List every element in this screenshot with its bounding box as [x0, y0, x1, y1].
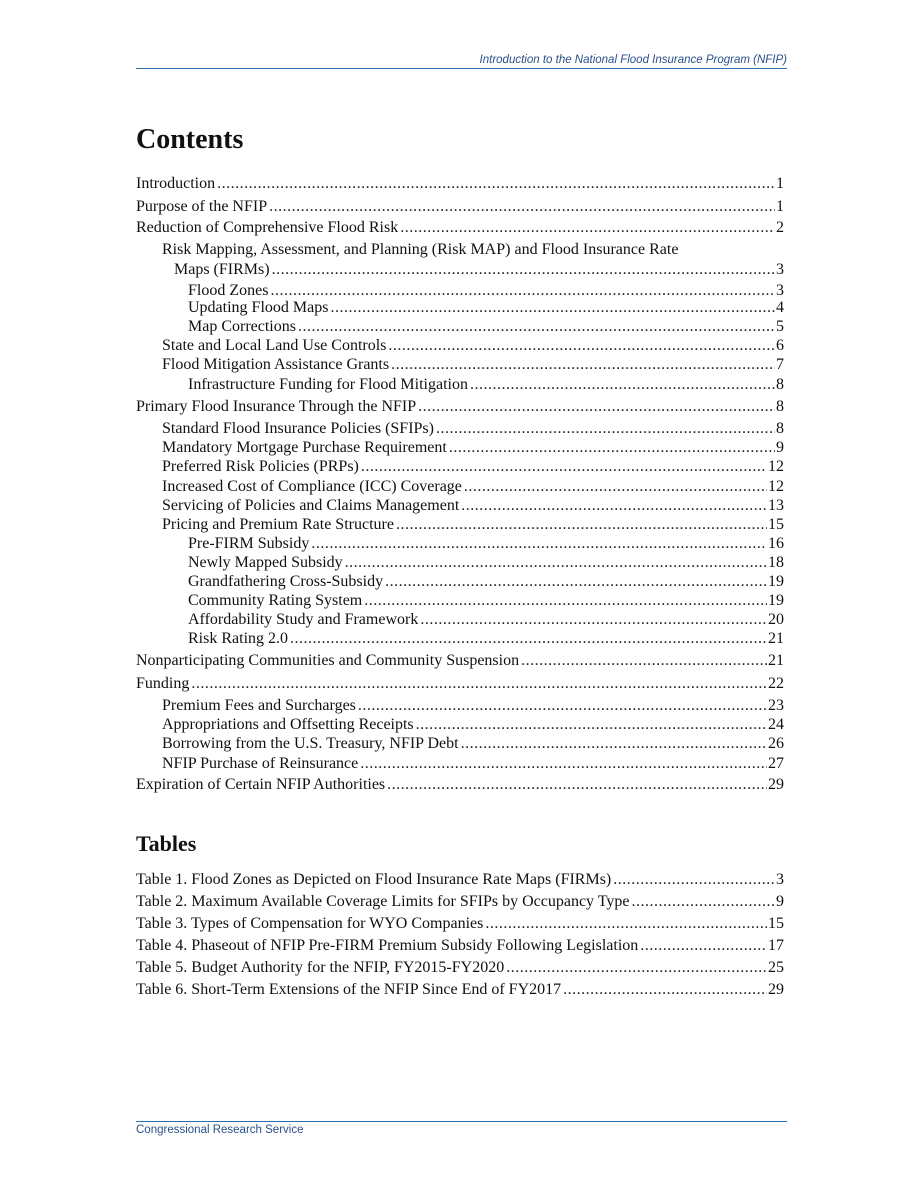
dot-leader: [436, 420, 775, 438]
toc-entry-title: NFIP Purchase of Reinsurance: [162, 755, 359, 772]
dot-leader: [387, 776, 767, 794]
toc-entry-page-number: 9: [776, 439, 784, 456]
toc-entry[interactable]: [162, 420, 784, 438]
dot-leader: [418, 398, 775, 416]
toc-entry-title: Standard Flood Insurance Policies (SFIPs): [162, 420, 434, 437]
toc-entry-page-number: 19: [768, 573, 784, 590]
dot-leader: [385, 573, 767, 591]
dot-leader: [360, 755, 767, 773]
toc-entry-title: Appropriations and Offsetting Receipts: [162, 716, 414, 733]
toc-entry[interactable]: [188, 282, 784, 300]
toc-entry-title: Grandfathering Cross-Subsidy: [188, 573, 384, 590]
toc-entry-page-number: 3: [776, 282, 784, 299]
toc-entry[interactable]: [162, 497, 784, 515]
dot-leader: [461, 735, 767, 753]
toc-entry-page-number: 20: [768, 611, 784, 628]
dot-leader: [461, 497, 767, 515]
toc-entry-title: Community Rating System: [188, 592, 363, 609]
dot-leader: [311, 535, 767, 553]
toc-entry-page-number: 8: [776, 398, 784, 415]
dot-leader: [613, 871, 775, 889]
toc-entry[interactable]: [188, 630, 784, 648]
table-list-entry-title: Table 2. Maximum Available Coverage Limits for SFIPs by Occupancy Type: [136, 893, 630, 910]
dot-leader: [485, 915, 767, 933]
toc-entry[interactable]: [162, 716, 784, 734]
toc-entry-title: Expiration of Certain NFIP Authorities: [136, 776, 386, 793]
table-list-entry-title: Table 1. Flood Zones as Depicted on Flood Insurance Rate Maps (FIRMs): [136, 871, 612, 888]
toc-entry[interactable]: [136, 675, 784, 693]
toc-entry[interactable]: [188, 535, 784, 553]
tables-heading: Tables: [136, 831, 197, 856]
dot-leader: [361, 458, 767, 476]
toc-entry[interactable]: [136, 652, 784, 670]
toc-entry[interactable]: [188, 376, 784, 394]
dot-leader: [640, 937, 767, 955]
toc-entry-page-number: 8: [776, 376, 784, 393]
toc-entry-page-number: 2: [776, 219, 784, 236]
dot-leader: [345, 554, 767, 572]
table-list-entry-title: Table 5. Budget Authority for the NFIP, FY2015-FY2020: [136, 959, 505, 976]
toc-entry-title: Pricing and Premium Rate Structure: [162, 516, 394, 533]
toc-entry-title: Premium Fees and Surcharges: [162, 697, 356, 714]
toc-entry-title: Mandatory Mortgage Purchase Requirement: [162, 439, 447, 456]
table-list-entry-page-number: 15: [768, 915, 784, 932]
toc-entry-title: Funding: [136, 675, 190, 692]
toc-entry-page-number: 24: [768, 716, 784, 733]
toc-entry[interactable]: [136, 398, 784, 416]
toc-entry-page-number: 13: [768, 497, 784, 514]
toc-entry-title: Borrowing from the U.S. Treasury, NFIP Debt: [162, 735, 459, 752]
toc-entry-page-number: 29: [768, 776, 784, 793]
dot-leader: [388, 337, 775, 355]
dot-leader: [470, 376, 775, 394]
dot-leader: [464, 478, 767, 496]
dot-leader: [217, 175, 775, 193]
toc-entry-title: Risk Rating 2.0: [188, 630, 289, 647]
dot-leader: [270, 282, 775, 300]
dot-leader: [449, 439, 775, 457]
table-list-entry-title: Table 3. Types of Compensation for WYO Companies: [136, 915, 484, 932]
toc-entry-page-number: 22: [768, 675, 784, 692]
toc-entry-page-number: 1: [776, 175, 784, 192]
dot-leader: [416, 716, 767, 734]
dot-leader: [191, 675, 767, 693]
toc-entry-page-number: 6: [776, 337, 784, 354]
toc-entry[interactable]: [188, 573, 784, 591]
toc-entry-page-number: 1: [776, 198, 784, 215]
toc-entry[interactable]: [188, 611, 784, 629]
table-list-entry-page-number: 9: [776, 893, 784, 910]
table-list-entry[interactable]: [136, 937, 784, 955]
toc-entry-page-number: 21: [768, 630, 784, 647]
toc-entry-title: Increased Cost of Compliance (ICC) Coverage: [162, 478, 462, 495]
table-list-entry[interactable]: [136, 981, 784, 999]
toc-entry[interactable]: [162, 755, 784, 773]
toc-entry-title-line1: Risk Mapping, Assessment, and Planning (Risk MAP) and Flood Insurance Rate: [162, 241, 679, 258]
toc-entry-page-number: 15: [768, 516, 784, 533]
toc-entry-title: Map Corrections: [188, 318, 296, 335]
toc-entry[interactable]: [162, 458, 784, 476]
toc-entry-page-number: 8: [776, 420, 784, 437]
toc-entry-page-number: 23: [768, 697, 784, 714]
table-list-entry-page-number: 25: [768, 959, 784, 976]
toc-entry-title: Purpose of the NFIP: [136, 198, 268, 215]
toc-entry-title: Flood Mitigation Assistance Grants: [162, 356, 390, 373]
dot-leader: [521, 652, 767, 670]
table-list-entry-page-number: 17: [768, 937, 784, 954]
toc-entry[interactable]: [162, 516, 784, 534]
toc-entry[interactable]: [188, 318, 784, 336]
toc-entry-title: Primary Flood Insurance Through the NFIP: [136, 398, 417, 415]
toc-entry[interactable]: [174, 261, 784, 279]
table-list-entry-page-number: 3: [776, 871, 784, 888]
toc-entry[interactable]: [136, 198, 784, 216]
dot-leader: [391, 356, 775, 374]
page-footer: Congressional Research Service: [136, 1121, 787, 1136]
dot-leader: [290, 630, 767, 648]
running-header: Introduction to the National Flood Insurance Program (NFIP): [136, 54, 787, 69]
toc-entry-title: Pre-FIRM Subsidy: [188, 535, 310, 552]
toc-entry[interactable]: [162, 478, 784, 496]
toc-entry-title: Introduction: [136, 175, 216, 192]
toc-entry[interactable]: [162, 735, 784, 753]
toc-entry[interactable]: [162, 439, 784, 457]
toc-entry-title: Newly Mapped Subsidy: [188, 554, 343, 571]
toc-entry-page-number: 18: [768, 554, 784, 571]
dot-leader: [632, 893, 775, 911]
dot-leader: [272, 261, 775, 279]
toc-entry[interactable]: [188, 592, 784, 610]
toc-entry-page-number: 12: [768, 458, 784, 475]
dot-leader: [400, 219, 775, 237]
toc-entry-title: Affordability Study and Framework: [188, 611, 419, 628]
toc-entry-title: Reduction of Comprehensive Flood Risk: [136, 219, 399, 236]
table-list-entry[interactable]: [136, 871, 784, 889]
toc-entry-page-number: 3: [776, 261, 784, 278]
dot-leader: [364, 592, 767, 610]
toc-entry[interactable]: [162, 697, 784, 715]
toc-entry-title: Flood Zones: [188, 282, 269, 299]
dot-leader: [298, 318, 775, 336]
dot-leader: [506, 959, 767, 977]
table-list-entry[interactable]: [136, 893, 784, 911]
toc-entry[interactable]: [162, 356, 784, 374]
toc-entry-title: State and Local Land Use Controls: [162, 337, 387, 354]
table-list-entry-title: Table 6. Short-Term Extensions of the NFIP Since End of FY2017: [136, 981, 562, 998]
toc-entry[interactable]: [136, 219, 784, 237]
table-list-entry-title: Table 4. Phaseout of NFIP Pre-FIRM Premium Subsidy Following Legislation: [136, 937, 639, 954]
toc-entry-page-number: 26: [768, 735, 784, 752]
toc-entry-title: Updating Flood Maps: [188, 299, 329, 316]
toc-entry-page-number: 27: [768, 755, 784, 772]
table-list-entry[interactable]: [136, 915, 784, 933]
toc-entry[interactable]: [162, 337, 784, 355]
toc-entry[interactable]: [188, 554, 784, 572]
toc-entry-title: Infrastructure Funding for Flood Mitigation: [188, 376, 468, 393]
toc-entry-page-number: 4: [776, 299, 784, 316]
toc-entry-page-number: 21: [768, 652, 784, 669]
dot-leader: [563, 981, 767, 999]
toc-entry[interactable]: [136, 776, 784, 794]
toc-entry-title: Servicing of Policies and Claims Management: [162, 497, 460, 514]
toc-entry-title: Preferred Risk Policies (PRPs): [162, 458, 359, 475]
table-list-entry[interactable]: [136, 959, 784, 977]
toc-entry-page-number: 7: [776, 356, 784, 373]
contents-heading: Contents: [136, 124, 244, 155]
toc-entry-page-number: 16: [768, 535, 784, 552]
toc-entry-page-number: 12: [768, 478, 784, 495]
toc-entry-page-number: 5: [776, 318, 784, 335]
toc-entry-title: Maps (FIRMs): [174, 261, 270, 278]
dot-leader: [420, 611, 767, 629]
toc-entry[interactable]: [136, 175, 784, 193]
dot-leader: [269, 198, 775, 216]
dot-leader: [396, 516, 767, 534]
toc-entry-title: Nonparticipating Communities and Community Suspension: [136, 652, 520, 669]
table-list-entry-page-number: 29: [768, 981, 784, 998]
toc-entry[interactable]: [188, 299, 784, 317]
dot-leader: [358, 697, 767, 715]
dot-leader: [330, 299, 775, 317]
toc-entry-page-number: 19: [768, 592, 784, 609]
